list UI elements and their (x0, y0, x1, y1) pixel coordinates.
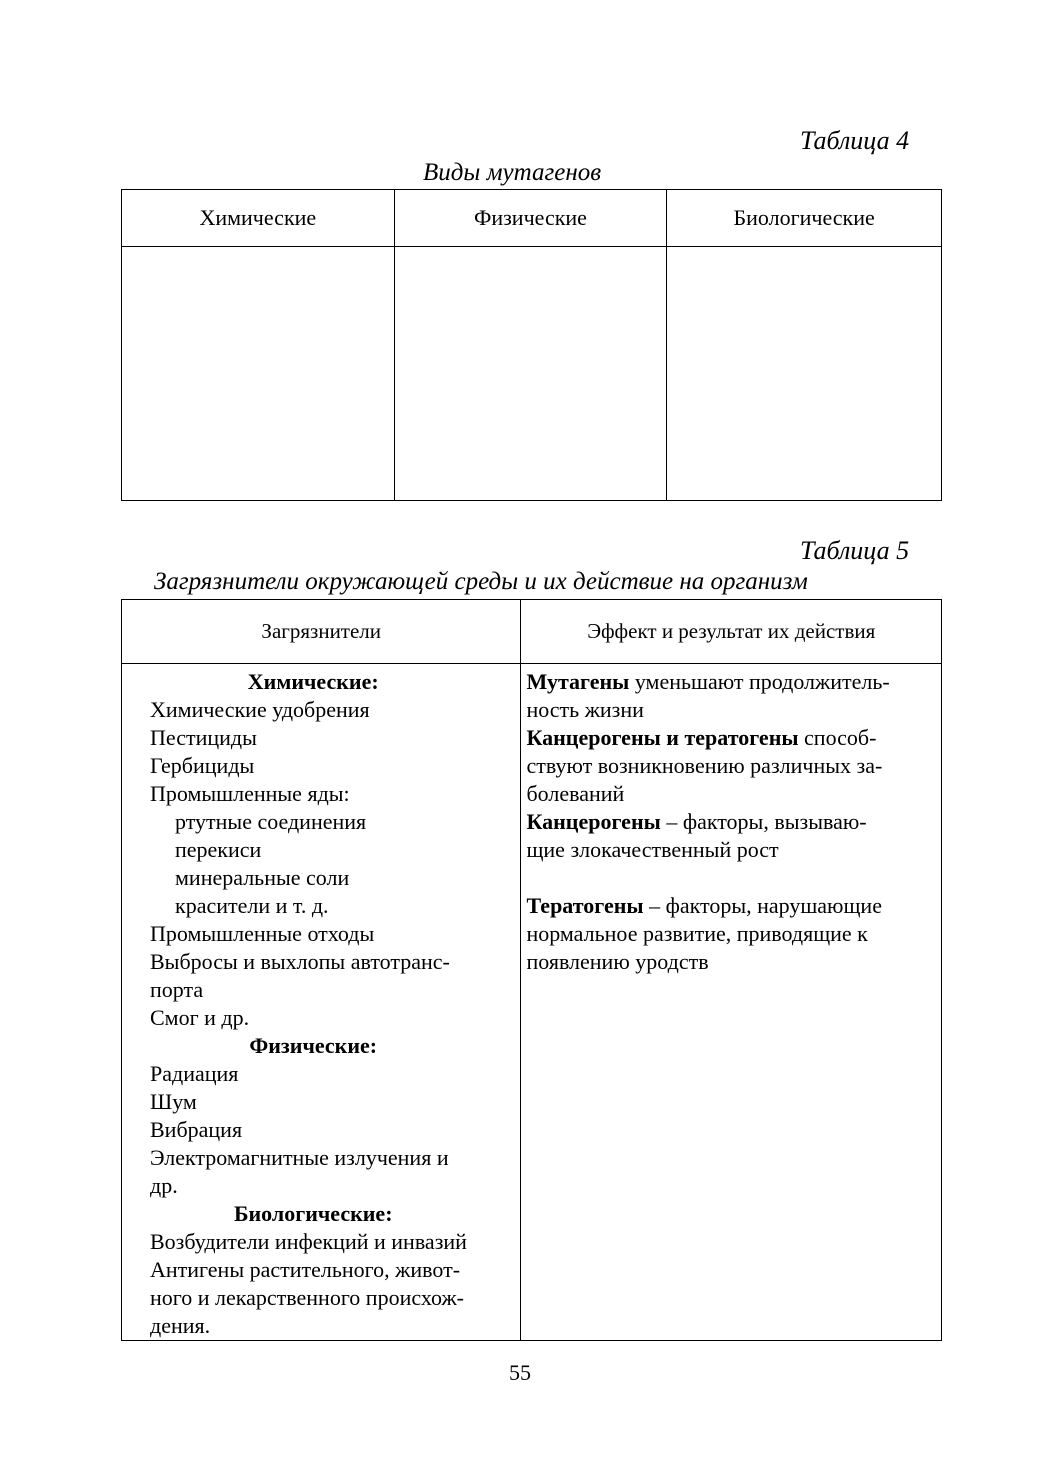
table4 (121, 189, 942, 501)
table5-body-row (122, 664, 942, 1341)
table5-header-pollutants: Загрязнители (122, 600, 521, 664)
list-item: дения. (150, 1313, 211, 1338)
physical-heading: Физические: (249, 1033, 378, 1058)
effect-text: ствуют возникновению различных за- (526, 753, 883, 778)
mutagens-term: Мутагены (526, 669, 630, 694)
list-item: Промышленные яды: (150, 781, 350, 806)
list-item: Радиация (150, 1061, 239, 1086)
effect-line (526, 668, 935, 696)
teratogens-term: Тератогены (526, 893, 644, 918)
spacer (526, 864, 935, 892)
table5-number: Таблица 5 (800, 536, 910, 565)
effect-text: ность жизни (526, 697, 644, 722)
table5 (121, 599, 942, 1341)
list-item: Электромагнитные излучения и (150, 1145, 449, 1170)
list-item: Шум (150, 1089, 197, 1114)
table4-header-biological: Биологические (667, 190, 942, 247)
chemical-heading: Химические: (247, 669, 379, 694)
effect-line (526, 808, 935, 836)
table5-header-row (122, 600, 942, 664)
effect-text: болеваний (526, 781, 625, 806)
table5-header-effects: Эффект и результат их действия (521, 600, 942, 664)
table5-effects-cell (521, 664, 942, 1341)
list-item: Гербициды (150, 753, 255, 778)
biological-heading: Биологические: (233, 1201, 393, 1226)
list-item: Антигены растительного, живот- (150, 1257, 461, 1282)
effect-text: появлению уродств (526, 949, 709, 974)
carcinogens-teratogens-term: Канцерогены и тератогены (526, 725, 799, 750)
effect-text: нормальное развитие, приводящие к (526, 921, 868, 946)
table4-header-chemical: Химические (122, 190, 395, 247)
table4-title: Виды мутагенов (423, 159, 602, 186)
table4-number: Таблица 4 (800, 126, 910, 155)
list-item: Возбудители инфекций и инвазий (150, 1229, 467, 1254)
list-item: Выбросы и выхлопы автотранс- (150, 949, 450, 974)
effect-line (526, 892, 935, 920)
effect-text: щие злокачественный рост (526, 837, 779, 862)
list-item: Промышленные отходы (150, 921, 375, 946)
effect-text: способ- (798, 725, 877, 750)
table5-pollutants-cell (122, 664, 521, 1341)
list-subitem: ртутные соединения (175, 809, 367, 834)
list-item: ного и лекарственного происхож- (150, 1285, 464, 1310)
effect-text: – факторы, вызываю- (660, 809, 867, 834)
list-item: Смог и др. (150, 1005, 250, 1030)
list-item: Вибрация (150, 1117, 243, 1142)
effect-text: уменьшают продолжитель- (629, 669, 890, 694)
list-item: Химические удобрения (150, 697, 370, 722)
table4-cell-biological (667, 247, 942, 501)
table4-cell-chemical (122, 247, 395, 501)
effect-text: – факторы, нарушающие (643, 893, 882, 918)
table5-title: Загрязнители окружающей среды и их действие на организм (154, 568, 808, 595)
table4-header-physical: Физические (394, 190, 667, 247)
table4-header-row (122, 190, 942, 247)
list-subitem: перекиси (175, 837, 262, 862)
list-subitem: минеральные соли (175, 865, 350, 890)
table4-body-row (122, 247, 942, 501)
effect-line (526, 724, 935, 752)
page-number: 55 (509, 1360, 531, 1385)
list-item: Пестициды (150, 725, 257, 750)
table4-cell-physical (394, 247, 667, 501)
list-subitem: красители и т. д. (175, 893, 329, 918)
list-item: др. (150, 1173, 178, 1198)
list-item: порта (150, 977, 204, 1002)
carcinogens-term: Канцерогены (526, 809, 661, 834)
